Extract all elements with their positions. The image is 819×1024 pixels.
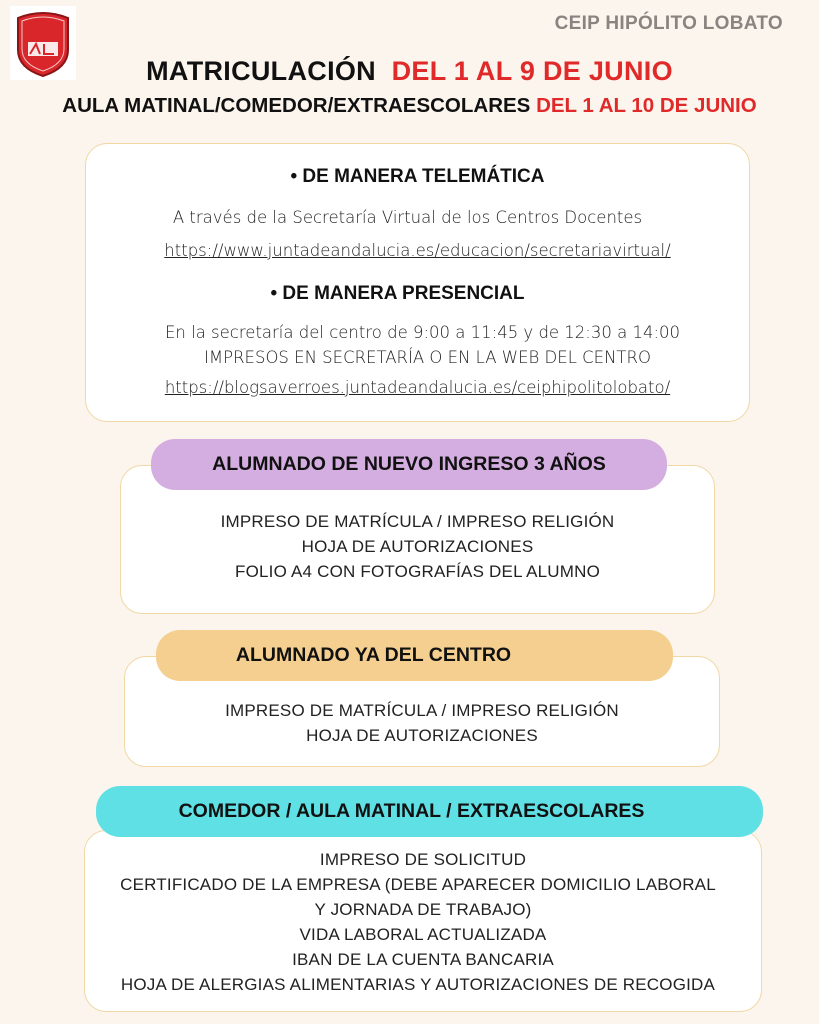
enrollment-title (0, 56, 819, 87)
list-item: HOJA DE AUTORIZACIONES (301, 537, 534, 556)
list-item: Y JORNADA DE TRABAJO) (314, 900, 532, 919)
list-item: HOJA DE ALERGIAS ALIMENTARIAS Y AUTORIZACIONES DE RECOGIDA (120, 975, 716, 994)
list-item: FOLIO A4 CON FOTOGRAFÍAS DEL ALUMNO (234, 562, 601, 581)
online-text: A través de la Secretaría Virtual de los Centros Docentes (172, 208, 643, 227)
online-heading: • DE MANERA TELEMÁTICA (290, 166, 545, 187)
services-title (0, 94, 819, 118)
list-item: HOJA DE AUTORIZACIONES (306, 726, 538, 745)
enrollment-title-label: MATRICULACIÓN (146, 56, 376, 86)
enrollment-title-dates: DEL 1 AL 9 DE JUNIO (391, 56, 673, 86)
current-students-heading: ALUMNADO YA DEL CENTRO (156, 630, 673, 681)
list-item: VIDA LABORAL ACTUALIZADA (299, 925, 547, 944)
list-item: IMPRESO DE MATRÍCULA / IMPRESO RELIGIÓN (225, 701, 619, 720)
list-item: IMPRESO DE SOLICITUD (319, 850, 527, 869)
list-item: IBAN DE LA CUENTA BANCARIA (292, 950, 554, 969)
services-title-label: AULA MATINAL/COMEDOR/EXTRAESCOLARES (62, 94, 531, 117)
services-card (84, 830, 762, 1012)
inperson-forms: IMPRESOS EN SECRETARÍA O EN LA WEB DEL CENTRO (204, 348, 651, 367)
inperson-link[interactable]: https://blogsaverroes.juntadeandalucia.es/ceiphipolitolobato/ (164, 378, 671, 397)
list-item: CERTIFICADO DE LA EMPRESA (DEBE APARECER DOMICILIO LABORAL (120, 875, 716, 894)
services-heading: COMEDOR / AULA MATINAL / EXTRAESCOLARES (96, 786, 763, 837)
inperson-heading: • DE MANERA PRESENCIAL (270, 283, 525, 304)
bullet-icon: • (290, 166, 303, 187)
inperson-text: En la secretaría del centro de 9:00 a 11:45 y de 12:30 a 14:00 (164, 323, 681, 342)
online-link[interactable]: https://www.juntadeandalucia.es/educacion/secretariavirtual/ (164, 241, 671, 260)
bullet-icon: • (270, 283, 283, 304)
services-title-dates: DEL 1 AL 10 DE JUNIO (536, 94, 757, 117)
list-item: IMPRESO DE MATRÍCULA / IMPRESO RELIGIÓN (220, 512, 615, 531)
methods-card (85, 143, 750, 422)
new-students-heading: ALUMNADO DE NUEVO INGRESO 3 AÑOS (151, 439, 667, 490)
school-name: CEIP HIPÓLITO LOBATO (554, 13, 783, 34)
